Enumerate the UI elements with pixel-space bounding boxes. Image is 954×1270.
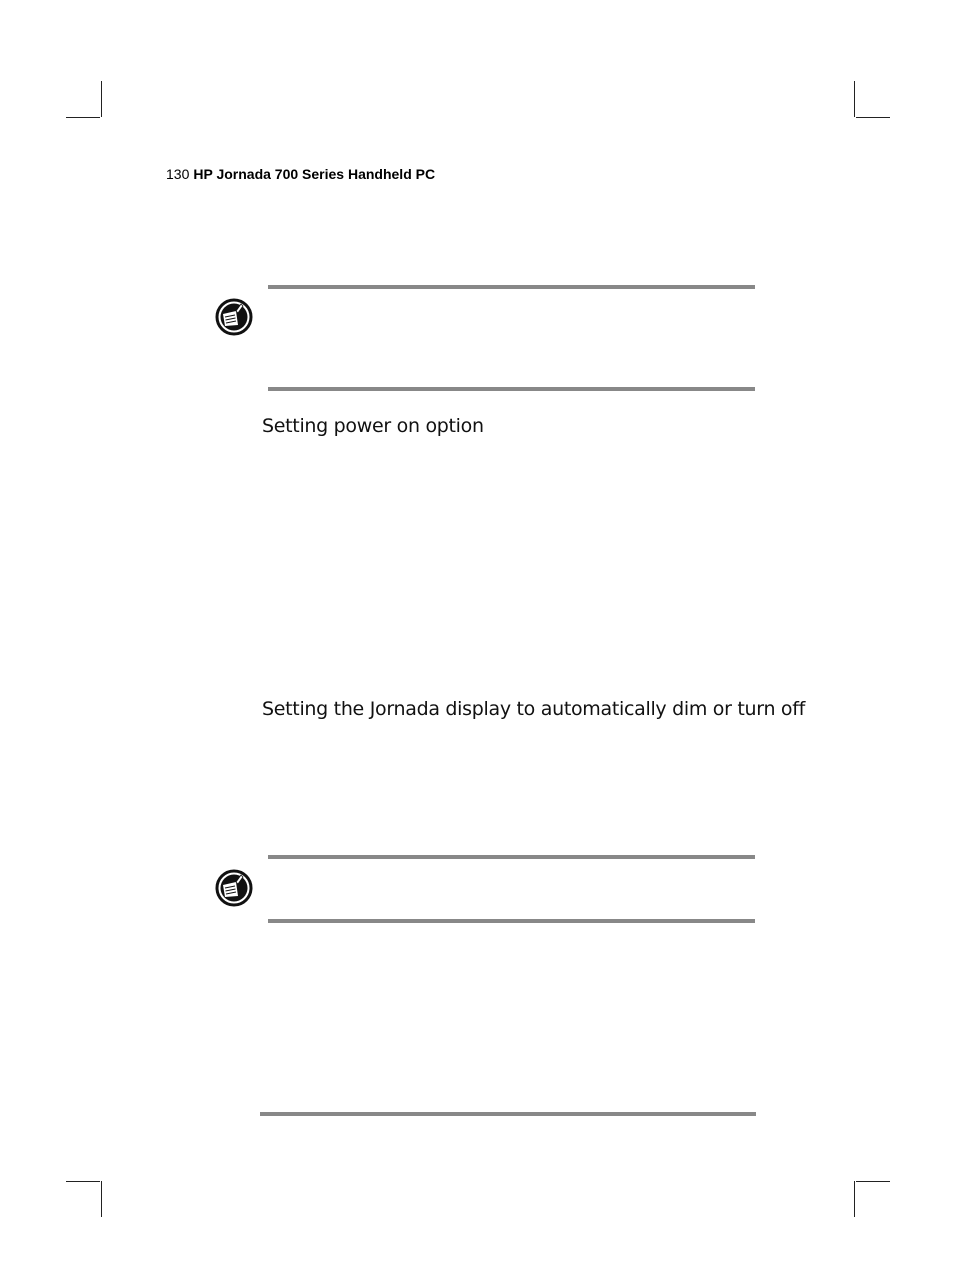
page-number: 130 xyxy=(166,166,190,182)
note-rule-top xyxy=(268,855,755,859)
note-rule-bottom xyxy=(268,919,755,923)
crop-mark-top-left-horizontal xyxy=(66,117,100,118)
note-rule-top xyxy=(268,285,755,289)
crop-mark-top-right-vertical xyxy=(854,81,855,117)
footer-rule xyxy=(260,1112,756,1116)
note-pencil-icon xyxy=(215,869,253,907)
running-header xyxy=(166,166,435,182)
section-heading-power-on: Setting power on option xyxy=(262,415,484,437)
note-pencil-icon xyxy=(215,298,253,336)
note-rule-bottom xyxy=(268,387,755,391)
crop-mark-bottom-left-vertical xyxy=(101,1181,102,1217)
crop-mark-bottom-right-horizontal xyxy=(856,1181,890,1182)
crop-mark-bottom-left-horizontal xyxy=(66,1181,100,1182)
crop-mark-top-left-vertical xyxy=(101,81,102,117)
crop-mark-top-right-horizontal xyxy=(856,117,890,118)
section-heading-display-dim: Setting the Jornada display to automatically dim or turn off xyxy=(262,698,806,720)
book-title: HP Jornada 700 Series Handheld PC xyxy=(193,166,436,182)
crop-mark-bottom-right-vertical xyxy=(854,1181,855,1217)
